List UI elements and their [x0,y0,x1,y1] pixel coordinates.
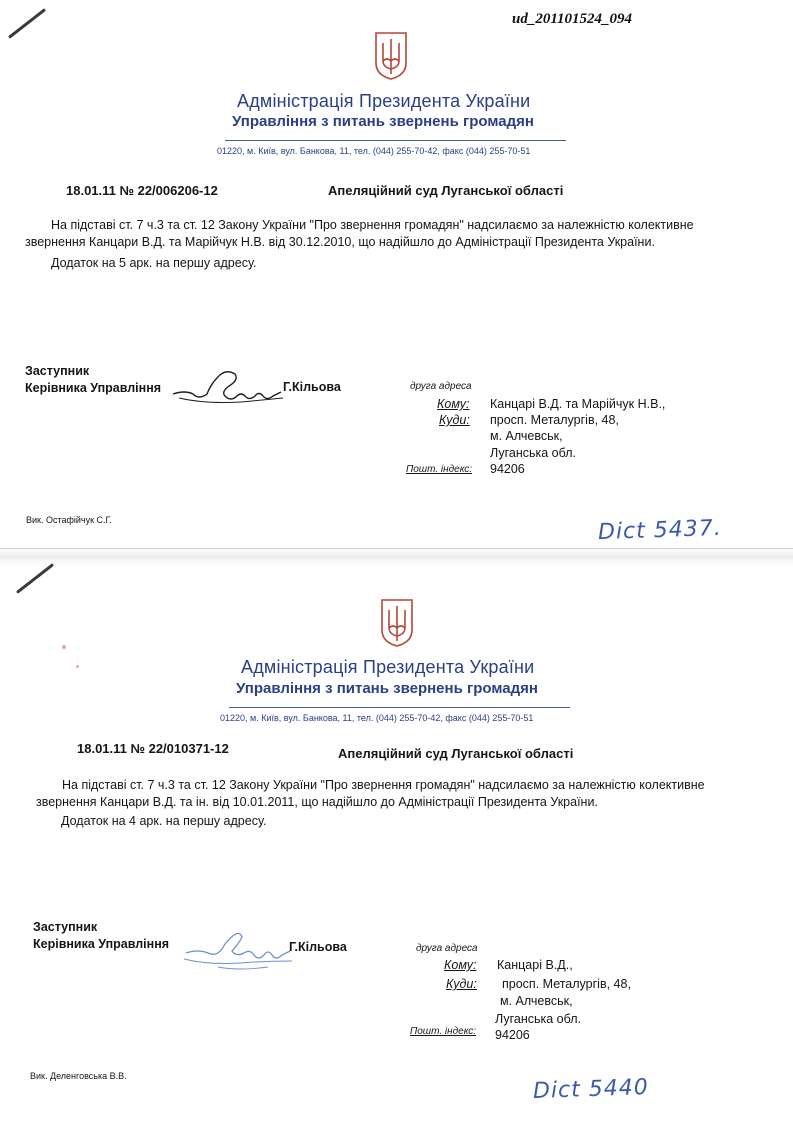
handwritten-note: Dict 5437. [597,515,723,546]
reference-number: 18.01.11 № 22/010371-12 [77,741,229,756]
org-subtitle: Управління з питань звернень громадян [232,113,534,130]
header-rule [225,140,566,141]
addr-index-value: 94206 [490,462,525,476]
handwritten-signature [165,364,285,409]
addr-city: м. Алчевськ, [490,429,563,443]
org-subtitle: Управління з питань звернень громадян [236,680,538,697]
body-paragraph [36,777,705,811]
staple [16,563,54,594]
header-rule [229,707,570,708]
addr-to-value: Канцарі В.Д., [497,958,573,972]
address-line: 01220, м. Київ, вул. Банкова, 11, тел. (044) 255-70-42, факс (044) 255-70-51 [217,146,531,156]
addr-to-label: Кому: [437,397,470,411]
addr-region: Луганська обл. [495,1012,581,1026]
addr-street: просп. Металургів, 48, [502,977,631,991]
trident-emblem-icon [380,598,414,648]
body-line: На підставі ст. 7 ч.3 та ст. 12 Закону України "Про звернення громадян" надсилаємо за належністю колективне [51,218,694,232]
addr-street: просп. Металургів, 48, [490,413,619,427]
addr-to-value: Канцарі В.Д. та Марійчук Н.В., [490,397,666,411]
body-line: На підставі ст. 7 ч.3 та ст. 12 Закону України "Про звернення громадян" надсилаємо за належністю колективне [62,778,705,792]
signatory-title-line: Заступник [25,364,90,378]
body-line: звернення Канцари В.Д. та ін. від 10.01.2011, що надійшло до Адміністрації Президента України. [36,795,598,809]
handwritten-signature [178,927,293,971]
signatory-title-line: Керівника Управління [25,381,162,395]
paper-speck [76,665,79,668]
paper-speck [62,645,66,649]
signatory-name: Г.Кільова [289,940,347,954]
addr-city: м. Алчевськ, [500,994,573,1008]
address-line: 01220, м. Київ, вул. Банкова, 11, тел. (044) 255-70-42, факс (044) 255-70-51 [220,713,534,723]
addr-to-label: Кому: [444,958,477,972]
trident-emblem-icon [374,31,408,81]
signatory-title [25,363,161,397]
second-address-caption: друга адреса [416,943,478,954]
letter-2 [0,553,793,1123]
recipient-court: Апеляційний суд Луганської області [338,746,574,761]
addr-where-label: Куди: [446,977,477,991]
executor-name: Вик. Деленговська В.В. [30,1071,127,1081]
org-title: Адміністрація Президента України [237,91,531,111]
executor-name: Вик. Остафійчук С.Г. [26,515,112,525]
addr-index-label: Пошт. індекс: [406,464,473,475]
reference-number: 18.01.11 № 22/006206-12 [66,183,218,198]
staple [8,8,46,39]
signatory-title-line: Заступник [33,920,98,934]
second-address-caption: друга адреса [410,381,472,392]
addr-where-label: Куди: [439,413,470,427]
body-line: звернення Канцари В.Д. та Марійчук Н.В. від 30.12.2010, що надійшло до Адміністрації Президента України. [25,235,655,249]
signatory-name: Г.Кільова [283,380,341,394]
signatory-title [33,919,169,953]
addr-index-label: Пошт. індекс: [410,1026,477,1037]
attachment-note: Додаток на 4 арк. на першу адресу. [61,814,267,828]
letter-1 [0,0,793,553]
handwritten-note: Dict 5440 [532,1074,650,1105]
document-id: ud_201101524_094 [512,11,633,27]
addr-index-value: 94206 [495,1028,530,1042]
recipient-court: Апеляційний суд Луганської області [328,183,564,198]
attachment-note: Додаток на 5 арк. на першу адресу. [51,256,257,270]
body-paragraph [25,217,694,251]
org-title: Адміністрація Президента України [241,657,535,677]
signatory-title-line: Керівника Управління [33,937,170,951]
addr-region: Луганська обл. [490,446,576,460]
